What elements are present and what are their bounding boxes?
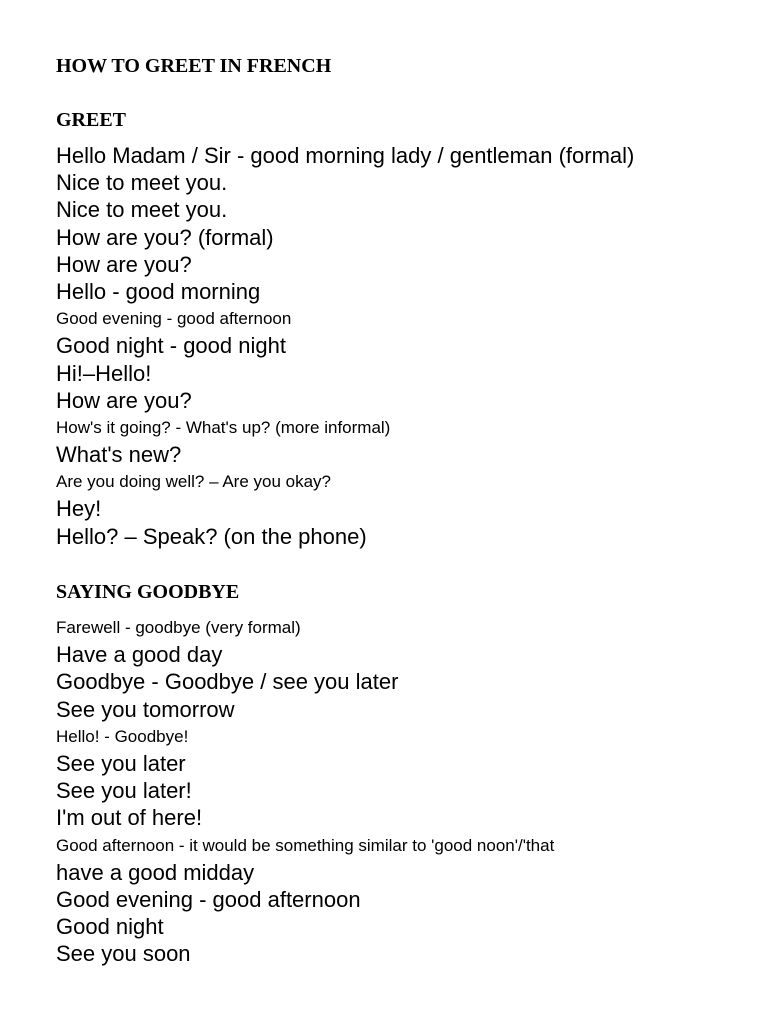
phrase-line: Good evening - good afternoon: [56, 886, 361, 912]
phrase-line: How's it going? - What's up? (more informal): [56, 417, 391, 437]
phrase-line: Good afternoon - it would be something similar to 'good noon'/'that: [56, 835, 555, 855]
phrase-line: Hello! - Goodbye!: [56, 726, 189, 746]
phrase-line: See you later!: [56, 778, 192, 804]
phrase-line: Goodbye - Goodbye / see you later: [56, 669, 399, 695]
phrase-line: See you tomorrow: [56, 696, 235, 722]
greet-phrase-list: [56, 142, 634, 550]
phrase-line: Hey!: [56, 496, 102, 522]
phrase-line: Have a good day: [56, 642, 223, 668]
phrase-line: Good evening - good afternoon: [56, 309, 292, 329]
phrase-line: Hello? – Speak? (on the phone): [56, 523, 367, 549]
phrase-line: See you later: [56, 750, 186, 776]
phrase-line: Hi!–Hello!: [56, 360, 152, 386]
phrase-line: Nice to meet you.: [56, 197, 228, 223]
phrase-line: Farewell - goodbye (very formal): [56, 618, 301, 637]
phrase-line: How are you? (formal): [56, 224, 274, 250]
phrase-line: I'm out of here!: [56, 805, 203, 831]
section-heading-greet: GREET: [56, 109, 127, 131]
section-heading-goodbye: SAYING GOODBYE: [56, 581, 240, 603]
phrase-line: What's new?: [56, 442, 182, 468]
phrase-line: See you soon: [56, 941, 191, 967]
document-title: HOW TO GREET IN FRENCH: [56, 55, 332, 77]
phrase-line: How are you?: [56, 251, 192, 277]
phrase-line: Hello - good morning: [56, 278, 261, 304]
goodbye-phrase-list: [56, 614, 554, 967]
phrase-line: Are you doing well? – Are you okay?: [56, 472, 332, 492]
phrase-line: Nice to meet you.: [56, 170, 228, 196]
phrase-line: How are you?: [56, 387, 192, 413]
phrase-line: have a good midday: [56, 859, 255, 885]
phrase-line: Good night: [56, 914, 164, 940]
phrase-line: Hello Madam / Sir - good morning lady / gentleman (formal): [56, 143, 635, 168]
phrase-line: Good night - good night: [56, 333, 286, 359]
